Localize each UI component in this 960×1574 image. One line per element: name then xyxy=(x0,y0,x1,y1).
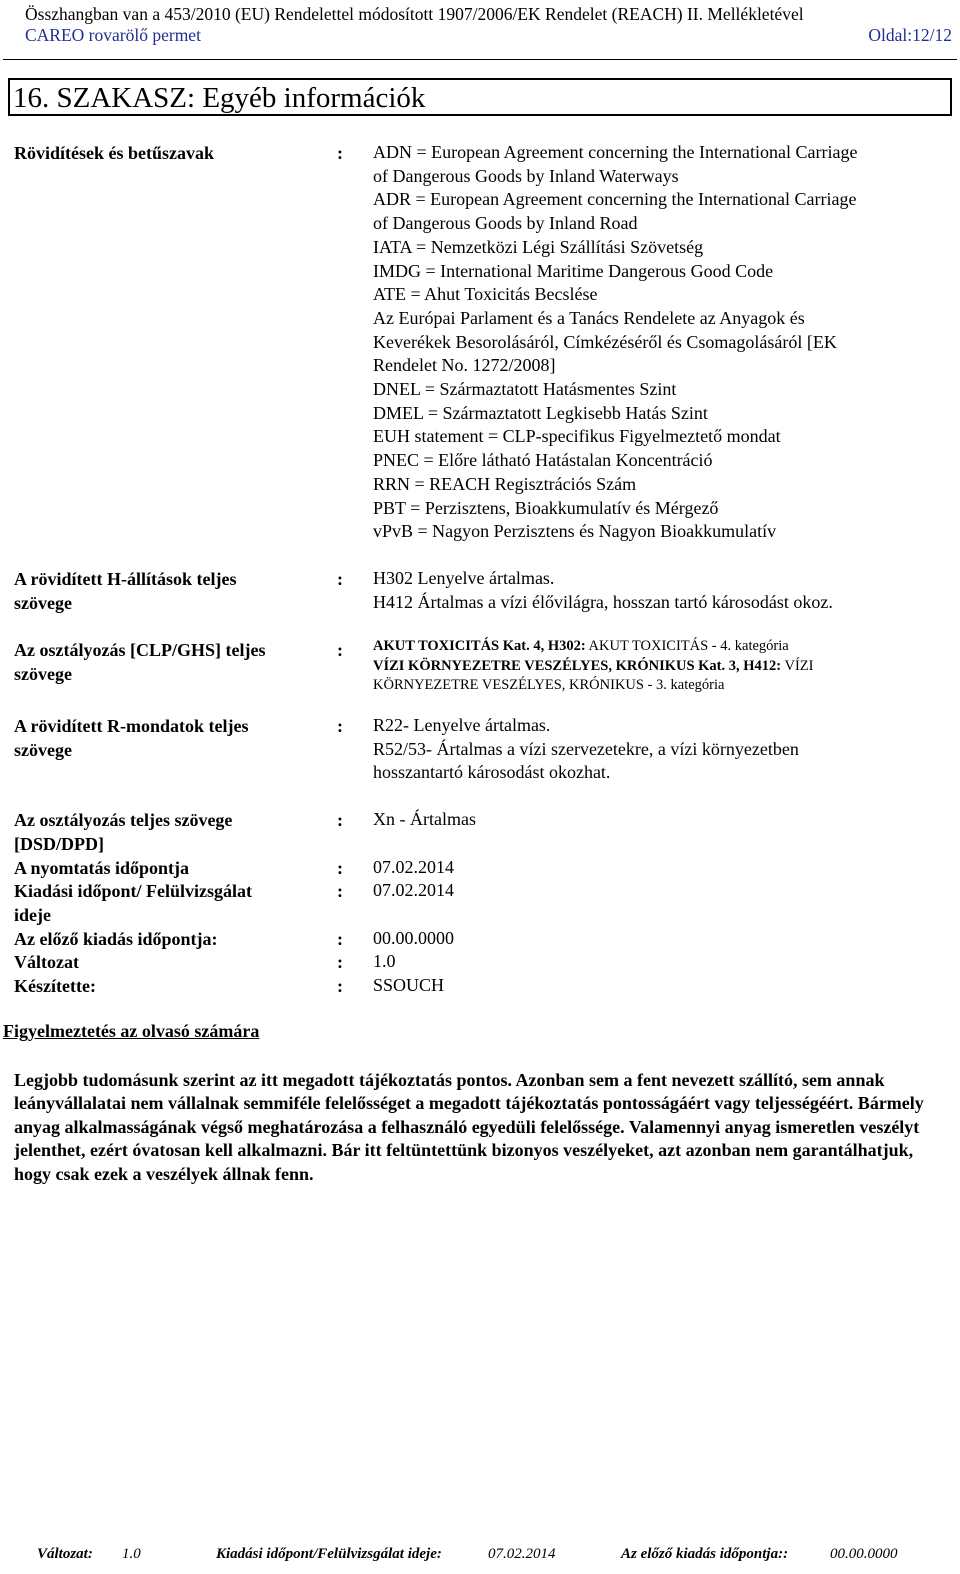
clp-class-1: AKUT TOXICITÁS Kat. 4, H302: xyxy=(373,638,586,654)
version-colon: : xyxy=(337,952,343,972)
issue-date-label-line2: ideje xyxy=(14,905,51,925)
footer-prev-label: Az előző kiadás időpontja:: xyxy=(621,1546,789,1562)
reader-warning-heading: Figyelmeztetés az olvasó számára xyxy=(3,1021,260,1041)
clp-line2 xyxy=(373,657,813,677)
section-title: 16. SZAKASZ: Egyéb információk xyxy=(13,82,426,114)
abbrev-line: ATE = Ahut Toxicitás Becslése xyxy=(373,284,598,305)
issue-date-label-line1: Kiadási időpont/ Felülvizsgálat xyxy=(14,881,253,901)
abbrev-line: vPvB = Nagyon Perzisztens és Nagyon Bioakkumulatív xyxy=(373,521,777,542)
abbrev-line: RRN = REACH Regisztrációs Szám xyxy=(373,473,637,494)
abbrev-line: ADR = European Agreement concerning the International Carriage xyxy=(373,189,857,210)
prev-issue-label: Az előző kiadás időpontja: xyxy=(14,929,218,949)
abbrev-line: Keverékek Besorolásáról, Címkézéséről és Csomagolásáról [EK xyxy=(373,331,837,352)
footer-version-label: Változat: xyxy=(37,1546,93,1562)
print-date-value: 07.02.2014 xyxy=(373,857,454,877)
prev-issue-value: 00.00.0000 xyxy=(373,928,454,948)
abbrev-line: EUH statement = CLP-specifikus Figyelmeztető mondat xyxy=(373,426,781,447)
h-statements-label-line1: A rövidített H-állítások teljes xyxy=(14,569,237,589)
clp-label-line2: szövege xyxy=(14,664,72,684)
issue-date-value: 07.02.2014 xyxy=(373,880,454,900)
abbrev-label: Rövidítések és betűszavak xyxy=(14,143,215,163)
clp-line3: KÖRNYEZETRE VESZÉLYES, KRÓNIKUS - 3. kategória xyxy=(373,677,725,693)
abbrev-line: of Dangerous Goods by Inland Road xyxy=(373,213,638,234)
clp-colon: : xyxy=(337,640,343,660)
abbrev-line: of Dangerous Goods by Inland Waterways xyxy=(373,165,679,186)
footer-issue-label: Kiadási időpont/Felülvizsgálat ideje: xyxy=(216,1546,442,1562)
abbrev-line: PNEC = Előre látható Hatástalan Koncentráció xyxy=(373,450,713,471)
version-label: Változat xyxy=(14,952,79,972)
regulation-header: Összhangban van a 453/2010 (EU) Rendelettel módosított 1907/2006/EK Rendelet (REACH) II. Mellékletével xyxy=(25,4,804,24)
abbrev-line: IMDG = International Maritime Dangerous Good Code xyxy=(373,260,774,281)
abbrev-line: DNEL = Származtatott Hatásmentes Szint xyxy=(373,379,677,400)
author-colon: : xyxy=(337,976,343,996)
dsd-label-line1: Az osztályozás teljes szövege xyxy=(14,810,233,830)
dsd-label xyxy=(14,808,232,856)
footer-version-value: 1.0 xyxy=(122,1546,141,1562)
footer-prev-value: 00.00.0000 xyxy=(830,1546,898,1562)
r-phrases-list xyxy=(373,714,799,785)
version-value: 1.0 xyxy=(373,951,396,971)
abbrev-line: Az Európai Parlament és a Tanács Rendelete az Anyagok és xyxy=(373,307,805,328)
clp-line1 xyxy=(373,637,813,657)
product-name: CAREO rovarölő permet xyxy=(25,25,201,45)
r-phrase: R52/53- Ártalmas a vízi szervezetekre, a vízi környezetben xyxy=(373,738,799,759)
r-phrase: R22- Lenyelve ártalmas. xyxy=(373,715,551,735)
reader-warning-text: Legjobb tudomásunk szerint az itt megadott tájékoztatás pontos. Azonban sem a fent nevezett szállító, sem annak leányvállalatai nem vállalnak semmiféle felelősséget a megadott tájékoztatás pontosságáért vagy teljességéért. Bármely anyag alkalmasságának végső meghatározása a felhasználó egyedüli felelőssége. Valamennyi anyag ismeretlen veszélyt jelenthet, ezért óvatosan kell alkalmazni. Bár itt feltüntettünk bizonyos veszélyeket, azt azonban nem garantálhatjuk, hogy csak ezek a veszélyek állnak fenn. xyxy=(14,1070,924,1184)
clp-label-line1: Az osztályozás [CLP/GHS] teljes xyxy=(14,640,266,660)
section-title-box xyxy=(8,78,952,116)
abbrev-list xyxy=(373,141,857,544)
h-statements-list xyxy=(373,567,833,614)
r-phrases-label xyxy=(14,714,248,762)
dsd-label-line2: [DSD/DPD] xyxy=(14,834,104,854)
r-phrases-colon: : xyxy=(337,716,343,736)
h-statement: H412 Ártalmas a vízi élővilágra, hosszan tartó károsodást okoz. xyxy=(373,591,833,612)
h-statements-label-line2: szövege xyxy=(14,593,72,613)
clp-classification xyxy=(373,637,813,696)
print-date-label: A nyomtatás időpontja xyxy=(14,858,190,878)
r-phrase: hosszantartó károsodást okozhat. xyxy=(373,762,611,783)
author-value: SSOUCH xyxy=(373,975,445,995)
footer-issue-value: 07.02.2014 xyxy=(488,1546,556,1562)
prev-issue-colon: : xyxy=(337,929,343,949)
dsd-colon: : xyxy=(337,810,343,830)
abbrev-colon: : xyxy=(337,143,343,163)
h-statements-colon: : xyxy=(337,569,343,589)
r-phrases-label-line2: szövege xyxy=(14,740,72,760)
abbrev-line: Rendelet No. 1272/2008] xyxy=(373,355,556,376)
issue-date-colon: : xyxy=(337,881,343,901)
clp-class-1-text: AKUT TOXICITÁS - 4. kategória xyxy=(585,638,789,654)
author-label: Készítette: xyxy=(14,976,96,996)
abbrev-line: ADN = European Agreement concerning the International Carriage xyxy=(373,142,858,162)
print-date-colon: : xyxy=(337,858,343,878)
abbrev-line: PBT = Perzisztens, Bioakkumulatív és Mérgező xyxy=(373,497,719,518)
clp-label xyxy=(14,638,265,686)
abbrev-line: IATA = Nemzetközi Légi Szállítási Szövetség xyxy=(373,236,704,257)
page-number: Oldal:12/12 xyxy=(868,25,952,45)
r-phrases-label-line1: A rövidített R-mondatok teljes xyxy=(14,716,249,736)
dsd-value: Xn - Ártalmas xyxy=(373,809,476,829)
abbrev-line: DMEL = Származtatott Legkisebb Hatás Szint xyxy=(373,402,708,423)
header-divider xyxy=(3,59,957,60)
h-statements-label xyxy=(14,567,236,615)
clp-class-2-text: VÍZI xyxy=(781,657,814,674)
issue-date-label xyxy=(14,879,252,927)
clp-class-2: VÍZI KÖRNYEZETRE VESZÉLYES, KRÓNIKUS Kat. 3, H412: xyxy=(373,657,782,674)
h-statement: H302 Lenyelve ártalmas. xyxy=(373,568,555,588)
